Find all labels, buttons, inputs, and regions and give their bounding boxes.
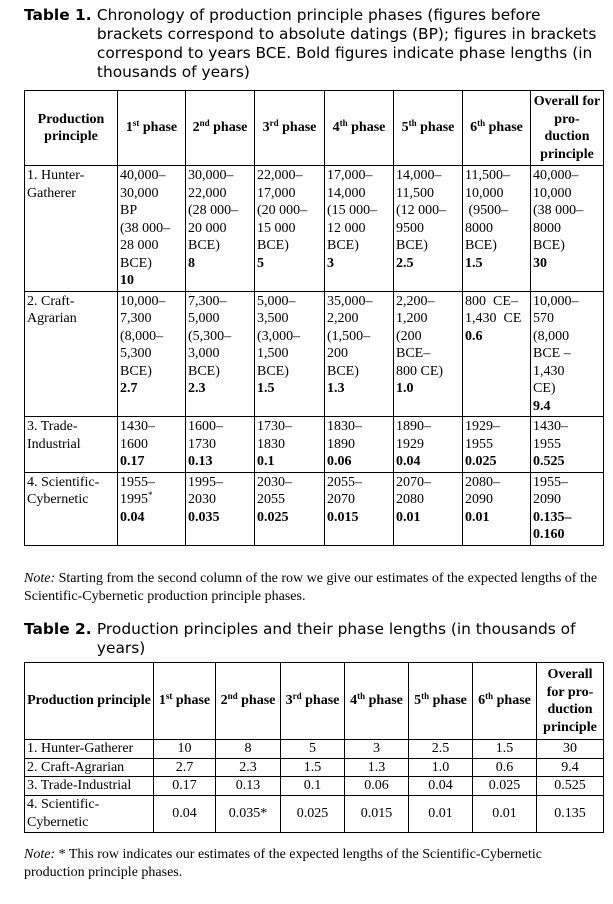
table1-header-phase: 6th phase [463, 91, 531, 166]
table2-cell: 0.525 [537, 777, 604, 796]
table1-cell: 1600– 1730 0.13 [186, 417, 255, 473]
table1-cell: 1955– 2090 0.135– 0.160 [531, 472, 604, 545]
table2-header-phase: 5th phase [409, 663, 473, 740]
table1-caption-text: Chronology of production principle phases (figures before brackets correspond to absolute datings (BP); figures in brackets correspond to years BCE. Bold figures indicate phase lengths (in thousands of years) [96, 6, 597, 81]
table2-cell: 2.3 [216, 758, 281, 777]
table2-cell: 30 [537, 740, 604, 759]
table1-cell: 35,000– 2,200 (1,500– 200 BCE) 1.3 [325, 291, 394, 417]
footnote-mark: * [148, 490, 153, 500]
table1-cell: 2055– 2070 0.015 [325, 472, 394, 545]
table2-cell: 5 [281, 740, 345, 759]
table2-header-principle: Production principle [25, 663, 154, 740]
table1-cell: 1430– 1600 0.17 [118, 417, 186, 473]
table1-principle-cell: 3. Trade- Industrial [25, 417, 118, 473]
table2-principle-cell: 4. Scientific- Cybernetic [25, 795, 154, 832]
table1-cell: 1890– 1929 0.04 [394, 417, 463, 473]
table2-row [25, 795, 604, 832]
table1-row [25, 166, 604, 292]
table2-note [24, 846, 605, 882]
table1-header-phase: 1st phase [118, 91, 186, 166]
table1-cell: 17,000– 14,000 (15 000– 12 000 BCE) 3 [325, 166, 394, 292]
table1-header-overall: Overall for pro-duction principle [531, 91, 604, 166]
table2-cell: 0.035* [216, 795, 281, 832]
table2-cell: 0.01 [409, 795, 473, 832]
table1-cell: 40,000– 30,000 BP (38 000– 28 000 BCE) 10 [118, 166, 186, 292]
table2-header-phase: 3rd phase [281, 663, 345, 740]
table1-header-phase: 5th phase [394, 91, 463, 166]
table1-note-text: Starting from the second column of the row we give our estimates of the expected lengths of the Scientific-Cybernetic production principle phases. [24, 571, 598, 604]
table2-cell: 10 [154, 740, 216, 759]
table2-cell: 1.5 [281, 758, 345, 777]
table2-cell: 1.0 [409, 758, 473, 777]
table1-header-principle: Production principle [25, 91, 118, 166]
table1-header-row [25, 91, 604, 166]
table1-cell: 800 CE– 1,430 CE 0.6 [463, 291, 531, 417]
table1-cell: 2080– 2090 0.01 [463, 472, 531, 545]
table1-cell: 1955– 1995* 0.04 [118, 472, 186, 545]
table1-principle-cell: 1. Hunter- Gatherer [25, 166, 118, 292]
table1-cell: 1929– 1955 0.025 [463, 417, 531, 473]
table2-cell: 0.025 [281, 795, 345, 832]
table2-cell: 9.4 [537, 758, 604, 777]
table2-row [25, 758, 604, 777]
table2-cell: 3 [345, 740, 409, 759]
table1-cell: 30,000– 22,000 (28 000– 20 000 BCE) 8 [186, 166, 255, 292]
table2-cell: 0.025 [473, 777, 537, 796]
table1-cell: 22,000– 17,000 (20 000– 15 000 BCE) 5 [255, 166, 325, 292]
table2-header-overall: Overall for pro-duction principle [537, 663, 604, 740]
table2-cell: 0.01 [473, 795, 537, 832]
table2-cell: 8 [216, 740, 281, 759]
table2-note-label: Note: [24, 847, 56, 862]
table1-row [25, 417, 604, 473]
table2 [24, 662, 604, 833]
table1-row [25, 472, 604, 545]
table2-label: Table 2. [24, 620, 92, 638]
table2-header-phase: 1st phase [154, 663, 216, 740]
table1-cell: 5,000– 3,500 (3,000– 1,500 BCE) 1.5 [255, 291, 325, 417]
table1-cell: 1730– 1830 0.1 [255, 417, 325, 473]
table2-principle-cell: 2. Craft-Agrarian [25, 758, 154, 777]
table1-principle-cell: 4. Scientific- Cybernetic [25, 472, 118, 545]
table1-cell: 2,200– 1,200 (200 BCE– 800 CE) 1.0 [394, 291, 463, 417]
table1-row [25, 291, 604, 417]
table2-row [25, 777, 604, 796]
table1-cell: 14,000– 11,500 (12 000– 9500 BCE) 2.5 [394, 166, 463, 292]
table2-cell: 1.5 [473, 740, 537, 759]
table1-cell: 2030– 2055 0.025 [255, 472, 325, 545]
table1-header-phase: 2nd phase [186, 91, 255, 166]
table1-header-phase: 3rd phase [255, 91, 325, 166]
table2-cell: 0.17 [154, 777, 216, 796]
table1-cell: 2070– 2080 0.01 [394, 472, 463, 545]
table2-note-text: * This row indicates our estimates of the expected lengths of the Scientific-Cybernetic production principle phases. [24, 847, 542, 880]
table2-header-phase: 2nd phase [216, 663, 281, 740]
table2-cell: 0.1 [281, 777, 345, 796]
table1-header-phase: 4th phase [325, 91, 394, 166]
table2-cell: 0.135 [537, 795, 604, 832]
table2-cell: 0.13 [216, 777, 281, 796]
table1-cell: 40,000– 10,000 (38 000– 8000 BCE) 30 [531, 166, 604, 292]
table1-cell: 10,000– 7,300 (8,000– 5,300 BCE) 2.7 [118, 291, 186, 417]
table2-cell: 2.5 [409, 740, 473, 759]
table1-cell: 7,300– 5,000 (5,300– 3,000 BCE) 2.3 [186, 291, 255, 417]
table2-cell: 1.3 [345, 758, 409, 777]
table2-header-phase: 6th phase [473, 663, 537, 740]
table1-caption [24, 6, 604, 82]
table2-cell: 0.06 [345, 777, 409, 796]
table2-cell: 0.04 [154, 795, 216, 832]
table2-caption [24, 620, 604, 658]
table2-row [25, 740, 604, 759]
table2-header-phase: 4th phase [345, 663, 409, 740]
table2-cell: 0.04 [409, 777, 473, 796]
table2-cell: 0.6 [473, 758, 537, 777]
table2-cell: 2.7 [154, 758, 216, 777]
table1 [24, 90, 604, 546]
table1-cell: 1995– 2030 0.035 [186, 472, 255, 545]
table1-note-label: Note: [24, 571, 56, 586]
table1-cell: 10,000– 570 (8,000 BCE – 1,430 CE) 9.4 [531, 291, 604, 417]
table2-caption-text: Production principles and their phase lengths (in thousands of years) [96, 620, 576, 657]
table2-principle-cell: 1. Hunter-Gatherer [25, 740, 154, 759]
table1-cell: 11,500– 10,000 (9500– 8000 BCE) 1.5 [463, 166, 531, 292]
table2-principle-cell: 3. Trade-Industrial [25, 777, 154, 796]
table1-principle-cell: 2. Craft- Agrarian [25, 291, 118, 417]
table1-label: Table 1. [24, 6, 92, 24]
table2-header-row [25, 663, 604, 740]
table2-cell: 0.015 [345, 795, 409, 832]
table1-note [24, 570, 605, 606]
table1-cell: 1830– 1890 0.06 [325, 417, 394, 473]
table1-cell: 1430– 1955 0.525 [531, 417, 604, 473]
